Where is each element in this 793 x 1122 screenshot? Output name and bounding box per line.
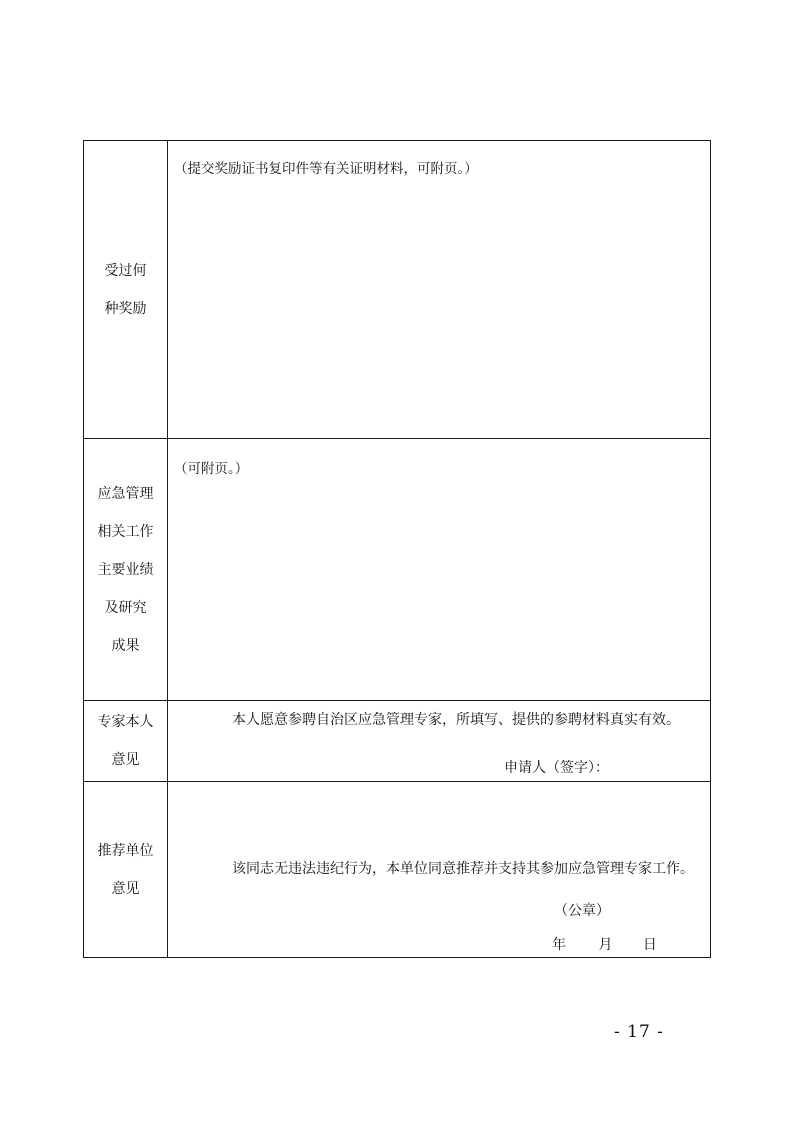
achievements-label-line-3: 主要业绩 bbox=[97, 561, 154, 578]
awards-label-cell bbox=[84, 141, 168, 439]
awards-content-cell[interactable] bbox=[168, 141, 711, 439]
achievements-label-line-1: 应急管理 bbox=[97, 485, 154, 502]
recommending-unit-row bbox=[84, 782, 711, 958]
awards-row bbox=[84, 141, 711, 439]
awards-note: （提交奖励证书复印件等有关证明材料，可附页。） bbox=[174, 161, 478, 177]
expert-opinion-label-line-1: 专家本人 bbox=[97, 714, 154, 730]
achievements-row bbox=[84, 439, 711, 701]
application-form-table bbox=[83, 140, 711, 958]
expert-opinion-row bbox=[84, 701, 711, 782]
achievements-content-cell[interactable] bbox=[168, 439, 711, 701]
achievements-label-line-2: 相关工作 bbox=[97, 523, 154, 540]
achievements-label-cell bbox=[84, 439, 168, 701]
expert-opinion-content-cell[interactable] bbox=[168, 701, 711, 782]
achievements-label-line-4: 及研究 bbox=[104, 599, 147, 616]
expert-opinion-label-cell bbox=[84, 701, 168, 782]
achievements-note: （可附页。） bbox=[174, 461, 249, 477]
applicant-signature-label: 申请人（签字）： bbox=[504, 760, 609, 776]
awards-label-line-1: 受过何 bbox=[104, 262, 147, 279]
achievements-label-line-5: 成果 bbox=[111, 637, 140, 654]
page-number: - 17 - bbox=[614, 1022, 664, 1042]
date-line bbox=[552, 934, 657, 954]
expert-opinion-statement: 本人愿意参聘自治区应急管理专家，所填写、提供的参聘材料真实有效。 bbox=[232, 712, 680, 728]
awards-label-line-2: 种奖励 bbox=[104, 300, 147, 317]
expert-opinion-label-line-2: 意见 bbox=[111, 752, 140, 768]
date-year-label: 年 bbox=[552, 937, 566, 953]
recommending-unit-content-cell[interactable] bbox=[168, 782, 711, 958]
recommending-unit-statement: 该同志无违法违纪行为，本单位同意推荐并支持其参加应急管理专家工作。 bbox=[232, 861, 694, 877]
recommending-unit-label-line-2: 意见 bbox=[111, 880, 140, 897]
recommending-unit-label-cell bbox=[84, 782, 168, 958]
recommending-unit-label-line-1: 推荐单位 bbox=[97, 842, 154, 859]
date-day-label: 日 bbox=[642, 937, 657, 953]
official-seal-label: （公章） bbox=[554, 903, 610, 919]
date-month-label: 月 bbox=[598, 937, 613, 953]
